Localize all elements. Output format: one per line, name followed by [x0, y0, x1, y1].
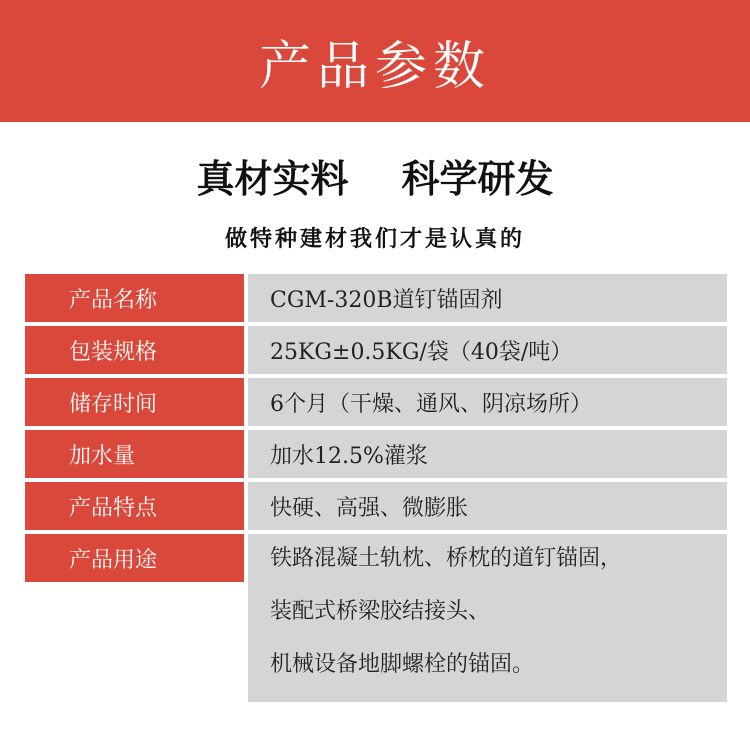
table-row [25, 378, 727, 426]
param-value: CGM-320B道钉锚固剂 [248, 274, 727, 322]
param-label: 加水量 [25, 430, 244, 478]
param-label: 产品用途 [25, 534, 244, 582]
param-value: 加水12.5%灌浆 [248, 430, 727, 478]
table-row-usage [25, 534, 727, 702]
table-row [25, 430, 727, 478]
table-row [25, 274, 727, 322]
param-value: 快硬、高强、微膨胀 [248, 482, 727, 530]
usage-line: 装配式桥梁胶结接头、 [270, 599, 491, 624]
param-value: 6个月（干燥、通风、阴凉场所） [248, 378, 727, 426]
header-banner [0, 0, 750, 122]
parameter-table [25, 274, 727, 706]
param-label: 产品特点 [25, 482, 244, 530]
param-value-usage [248, 534, 727, 702]
page-title: 产品参数 [258, 36, 491, 97]
param-value: 25KG±0.5KG/袋（40袋/吨） [248, 326, 727, 374]
param-label: 储存时间 [25, 378, 244, 426]
param-label: 包装规格 [25, 326, 244, 374]
param-label: 产品名称 [25, 274, 244, 322]
subslogan: 做特种建材我们才是认真的 [224, 227, 525, 252]
usage-line: 铁路混凝土轨枕、桥枕的道钉锚固， [270, 546, 623, 571]
table-row [25, 482, 727, 530]
table-row [25, 326, 727, 374]
usage-line: 机械设备地脚螺栓的锚固。 [270, 652, 535, 677]
slogan: 真材实料 科学研发 [196, 157, 554, 201]
